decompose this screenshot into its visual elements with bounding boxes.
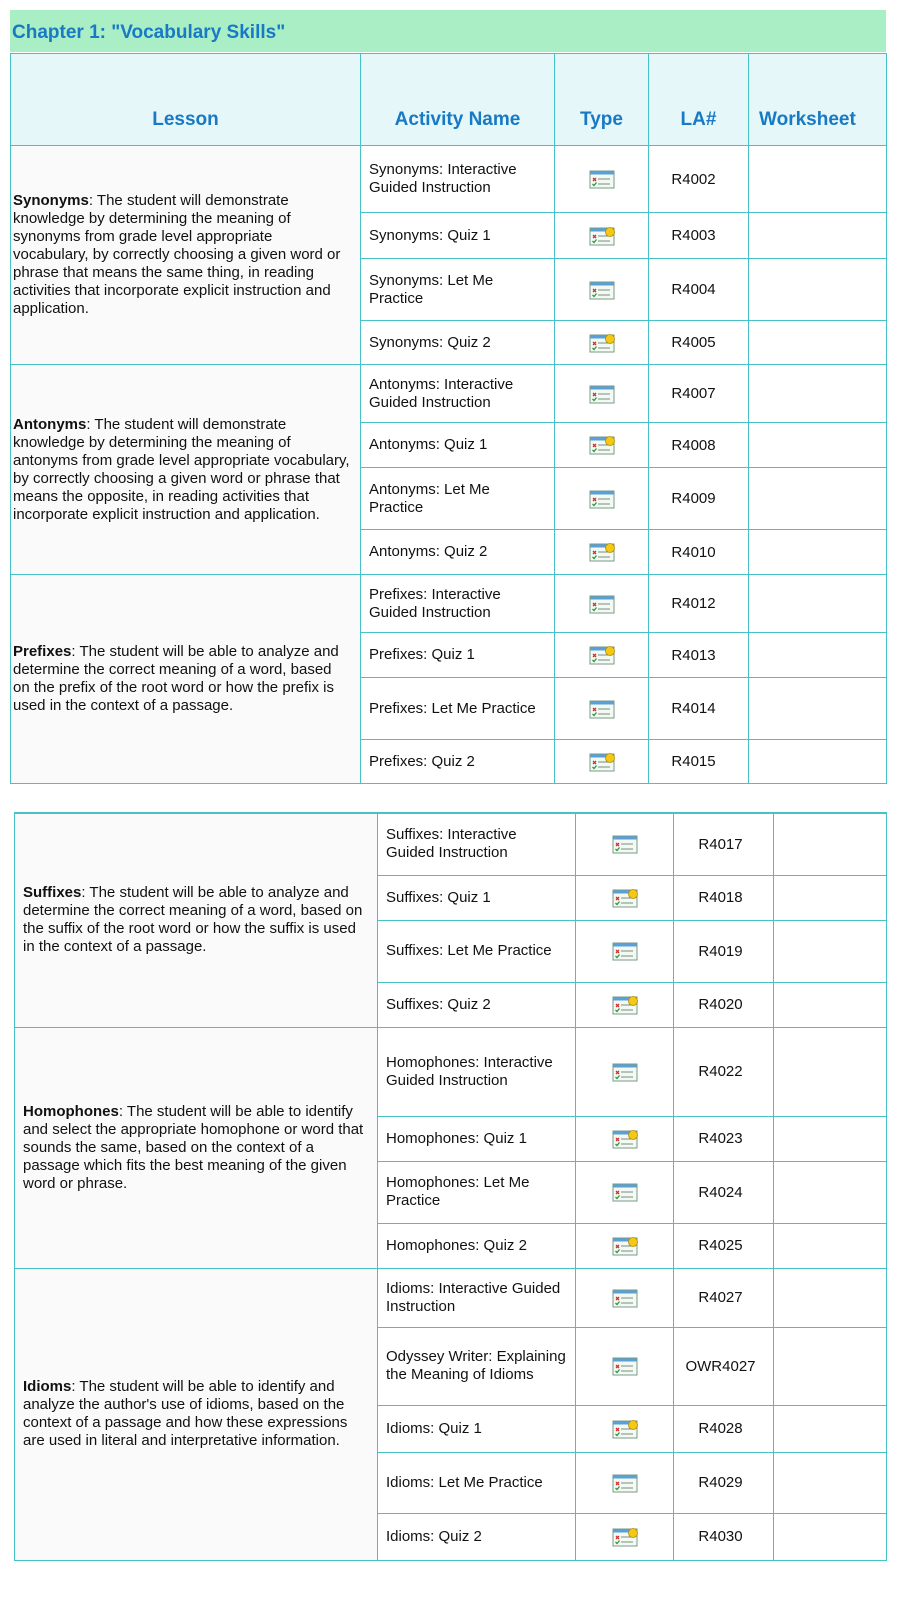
header-activity-name: Activity Name bbox=[361, 54, 555, 146]
quiz-icon bbox=[587, 225, 617, 247]
worksheet-cell bbox=[749, 575, 887, 633]
type-cell[interactable] bbox=[555, 530, 649, 575]
activity-name[interactable]: Suffixes: Interactive Guided Instruction bbox=[378, 813, 576, 875]
header-row bbox=[11, 54, 887, 146]
lesson-description: : The student will demonstrate knowledge by determining the meaning of antonyms from grade level appropriate vocabulary, by correctly choosing a given word or phrase that means the opposite, in reading activities that incorporate explicit instruction and application. bbox=[13, 415, 350, 523]
type-cell[interactable] bbox=[576, 1223, 674, 1268]
activity-name[interactable]: Idioms: Interactive Guided Instruction bbox=[378, 1268, 576, 1327]
lesson-icon bbox=[610, 1355, 640, 1377]
type-cell[interactable] bbox=[576, 1452, 674, 1513]
lesson-icon bbox=[587, 488, 617, 510]
la-number: R4017 bbox=[674, 813, 774, 875]
activity-row bbox=[15, 813, 887, 875]
worksheet-cell bbox=[774, 1513, 887, 1560]
lesson-icon bbox=[587, 168, 617, 190]
lesson-description: : The student will be able to analyze and determine the correct meaning of a word, based on the suffix of the root word or how the suffix is used in the context of a passage. bbox=[23, 884, 363, 956]
activity-name[interactable]: Homophones: Let Me Practice bbox=[378, 1161, 576, 1223]
type-cell[interactable] bbox=[576, 813, 674, 875]
la-number: R4014 bbox=[649, 678, 749, 740]
header-type: Type bbox=[555, 54, 649, 146]
type-cell[interactable] bbox=[555, 633, 649, 678]
worksheet-cell bbox=[774, 920, 887, 982]
activity-row bbox=[15, 1027, 887, 1116]
worksheet-cell bbox=[749, 365, 887, 423]
quiz-icon bbox=[610, 1235, 640, 1257]
quiz-icon bbox=[587, 332, 617, 354]
lesson-icon bbox=[610, 1061, 640, 1083]
worksheet-cell bbox=[749, 213, 887, 259]
la-number: R4027 bbox=[674, 1268, 774, 1327]
worksheet-cell bbox=[774, 1268, 887, 1327]
quiz-icon bbox=[610, 887, 640, 909]
quiz-icon bbox=[610, 1128, 640, 1150]
type-cell[interactable] bbox=[555, 575, 649, 633]
lesson-name: Antonyms bbox=[13, 415, 87, 433]
lesson-icon bbox=[610, 940, 640, 962]
quiz-icon bbox=[587, 751, 617, 773]
activity-name[interactable]: Idioms: Let Me Practice bbox=[378, 1452, 576, 1513]
lesson-icon bbox=[610, 833, 640, 855]
worksheet-cell bbox=[749, 678, 887, 740]
la-number: R4008 bbox=[649, 423, 749, 468]
activity-name[interactable]: Odyssey Writer: Explaining the Meaning of Idioms bbox=[378, 1327, 576, 1405]
activity-name[interactable]: Idioms: Quiz 2 bbox=[378, 1513, 576, 1560]
la-number: R4020 bbox=[674, 982, 774, 1027]
worksheet-cell bbox=[749, 633, 887, 678]
worksheet-cell bbox=[774, 1327, 887, 1405]
lesson-icon bbox=[587, 593, 617, 615]
la-number: R4004 bbox=[649, 259, 749, 321]
type-cell[interactable] bbox=[555, 423, 649, 468]
lesson-cell bbox=[11, 146, 361, 365]
worksheet-cell bbox=[774, 1027, 887, 1116]
la-number: R4009 bbox=[649, 468, 749, 530]
la-number: R4013 bbox=[649, 633, 749, 678]
activity-name[interactable]: Synonyms: Quiz 2 bbox=[361, 321, 555, 365]
la-number: R4010 bbox=[649, 530, 749, 575]
activity-name[interactable]: Prefixes: Quiz 2 bbox=[361, 740, 555, 784]
lesson-cell bbox=[11, 365, 361, 575]
type-cell[interactable] bbox=[576, 1027, 674, 1116]
la-number: R4018 bbox=[674, 875, 774, 920]
lesson-description: : The student will be able to analyze and determine the correct meaning of a word, based on the prefix of the root word or how the prefix is used in the context of a passage. bbox=[13, 643, 339, 714]
type-cell[interactable] bbox=[576, 1161, 674, 1223]
activities-table-upper bbox=[10, 53, 887, 784]
worksheet-cell bbox=[749, 321, 887, 365]
type-cell[interactable] bbox=[576, 1405, 674, 1452]
activity-row bbox=[11, 365, 887, 423]
lesson-icon bbox=[587, 383, 617, 405]
quiz-icon bbox=[587, 541, 617, 563]
type-cell[interactable] bbox=[555, 468, 649, 530]
type-cell[interactable] bbox=[555, 146, 649, 213]
activity-name[interactable]: Homophones: Quiz 2 bbox=[378, 1223, 576, 1268]
lesson-name: Homophones bbox=[23, 1102, 119, 1120]
activity-name[interactable]: Antonyms: Quiz 2 bbox=[361, 530, 555, 575]
type-cell[interactable] bbox=[555, 365, 649, 423]
lesson-cell bbox=[15, 1268, 378, 1560]
activity-name[interactable]: Idioms: Quiz 1 bbox=[378, 1405, 576, 1452]
worksheet-cell bbox=[749, 259, 887, 321]
activity-name[interactable]: Prefixes: Let Me Practice bbox=[361, 678, 555, 740]
type-cell[interactable] bbox=[576, 1116, 674, 1161]
worksheet-cell bbox=[749, 146, 887, 213]
la-number: R4022 bbox=[674, 1027, 774, 1116]
worksheet-cell bbox=[774, 1161, 887, 1223]
lesson-icon bbox=[587, 698, 617, 720]
la-number: R4030 bbox=[674, 1513, 774, 1560]
la-number: R4025 bbox=[674, 1223, 774, 1268]
lesson-icon bbox=[610, 1287, 640, 1309]
quiz-icon bbox=[587, 644, 617, 666]
type-cell[interactable] bbox=[555, 740, 649, 784]
type-cell[interactable] bbox=[555, 213, 649, 259]
type-cell[interactable] bbox=[576, 920, 674, 982]
worksheet-cell bbox=[774, 1223, 887, 1268]
worksheet-cell bbox=[774, 1405, 887, 1452]
worksheet-cell bbox=[749, 530, 887, 575]
la-number: R4015 bbox=[649, 740, 749, 784]
type-cell[interactable] bbox=[555, 321, 649, 365]
activity-name[interactable]: Synonyms: Quiz 1 bbox=[361, 213, 555, 259]
lesson-name: Synonyms bbox=[13, 192, 89, 209]
la-number: R4002 bbox=[649, 146, 749, 213]
lesson-icon bbox=[610, 1472, 640, 1494]
lesson-cell bbox=[15, 1027, 378, 1268]
activity-name[interactable]: Suffixes: Quiz 2 bbox=[378, 982, 576, 1027]
chapter-title: Chapter 1: "Vocabulary Skills" bbox=[10, 10, 886, 52]
type-cell[interactable] bbox=[576, 982, 674, 1027]
worksheet-cell bbox=[774, 1116, 887, 1161]
type-cell[interactable] bbox=[576, 1327, 674, 1405]
type-cell[interactable] bbox=[576, 875, 674, 920]
lesson-description: : The student will be able to identify and analyze the author's use of idioms, based on the context of a passage and how these expressions are used in literal and interpretative information. bbox=[23, 1378, 348, 1449]
header-la-number: LA# bbox=[649, 54, 749, 146]
lesson-description: : The student will be able to identify and select the appropriate homophone or word that sounds the same, based on the context of a passage which fits the best meaning of the given word or phrase. bbox=[23, 1102, 364, 1192]
la-number: R4019 bbox=[674, 920, 774, 982]
lesson-cell bbox=[11, 575, 361, 784]
activity-name[interactable]: Synonyms: Interactive Guided Instruction bbox=[361, 146, 555, 213]
la-number: R4007 bbox=[649, 365, 749, 423]
lesson-cell bbox=[15, 813, 378, 1027]
lesson-description: : The student will demonstrate knowledge by determining the meaning of synonyms from grade level appropriate vocabulary, by correctly choosing a given word or phrase that means the same thing, in reading activities that incorporate explicit instruction and application. bbox=[13, 192, 341, 317]
lesson-name: Suffixes bbox=[23, 884, 82, 902]
activity-name[interactable]: Antonyms: Quiz 1 bbox=[361, 423, 555, 468]
type-cell[interactable] bbox=[576, 1513, 674, 1560]
worksheet-cell bbox=[774, 1452, 887, 1513]
activity-row bbox=[11, 575, 887, 633]
quiz-icon bbox=[587, 434, 617, 456]
worksheet-cell bbox=[774, 875, 887, 920]
quiz-icon bbox=[610, 1526, 640, 1548]
type-cell[interactable] bbox=[576, 1268, 674, 1327]
la-number: R4005 bbox=[649, 321, 749, 365]
worksheet-cell bbox=[749, 740, 887, 784]
lesson-name: Idioms bbox=[23, 1378, 72, 1395]
worksheet-cell bbox=[749, 423, 887, 468]
worksheet-cell bbox=[774, 813, 887, 875]
lesson-icon bbox=[610, 1181, 640, 1203]
activity-name[interactable]: Suffixes: Let Me Practice bbox=[378, 920, 576, 982]
type-cell[interactable] bbox=[555, 259, 649, 321]
header-lesson: Lesson bbox=[11, 54, 361, 146]
activity-name[interactable]: Antonyms: Let Me Practice bbox=[361, 468, 555, 530]
la-number: R4012 bbox=[649, 575, 749, 633]
activity-row bbox=[15, 1268, 887, 1327]
la-number: OWR4027 bbox=[674, 1327, 774, 1405]
la-number: R4023 bbox=[674, 1116, 774, 1161]
worksheet-cell bbox=[774, 982, 887, 1027]
la-number: R4003 bbox=[649, 213, 749, 259]
worksheet-cell bbox=[749, 468, 887, 530]
la-number: R4029 bbox=[674, 1452, 774, 1513]
quiz-icon bbox=[610, 1418, 640, 1440]
activity-name[interactable]: Prefixes: Interactive Guided Instruction bbox=[361, 575, 555, 633]
activity-name[interactable]: Suffixes: Quiz 1 bbox=[378, 875, 576, 920]
activity-name[interactable]: Synonyms: Let Me Practice bbox=[361, 259, 555, 321]
activities-table-lower bbox=[14, 812, 887, 1561]
la-number: R4024 bbox=[674, 1161, 774, 1223]
activity-name[interactable]: Antonyms: Interactive Guided Instruction bbox=[361, 365, 555, 423]
activity-name[interactable]: Homophones: Quiz 1 bbox=[378, 1116, 576, 1161]
activity-name[interactable]: Prefixes: Quiz 1 bbox=[361, 633, 555, 678]
activity-name[interactable]: Homophones: Interactive Guided Instruction bbox=[378, 1027, 576, 1116]
la-number: R4028 bbox=[674, 1405, 774, 1452]
quiz-icon bbox=[610, 994, 640, 1016]
header-worksheet: Worksheet bbox=[749, 54, 887, 146]
lesson-name: Prefixes bbox=[13, 643, 72, 660]
activity-row bbox=[11, 146, 887, 213]
type-cell[interactable] bbox=[555, 678, 649, 740]
lesson-icon bbox=[587, 279, 617, 301]
